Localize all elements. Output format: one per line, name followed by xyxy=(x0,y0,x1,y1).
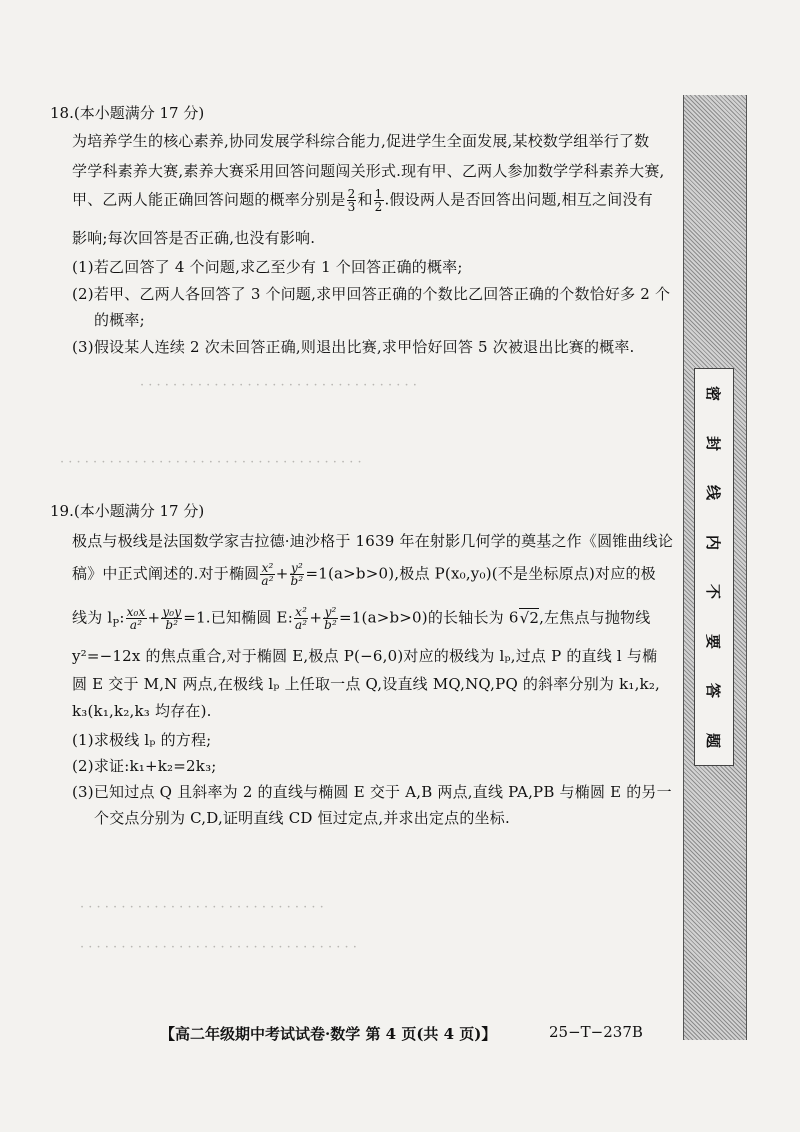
paper-code: 25−T−237B xyxy=(549,1023,643,1041)
seal-char: 封 xyxy=(704,435,723,451)
q19-line-4: y²=−12x 的焦点重合,对于椭圆 E,极点 P(−6,0)对应的极线为 lₚ,过点 P 的直线 l 与椭 xyxy=(72,647,658,665)
seal-char: 答 xyxy=(704,683,723,699)
fraction-y2-b2: $\frac{\text{y²}}{\text{b²}}$ xyxy=(290,561,304,588)
bleed-through-text: · · · · · · · · · · · · · · · · · · · · · · · · · · · · · · · · · · xyxy=(140,378,417,393)
bleed-through-text: · · · · · · · · · · · · · · · · · · · · · · · · · · · · · · · · · · xyxy=(80,940,357,955)
seal-warning-panel xyxy=(694,368,734,766)
q19-line-5: 圆 E 交于 M,N 两点,在极线 lₚ 上任取一点 Q,设直线 MQ,NQ,PQ 的斜率分别为 k₁,k₂, xyxy=(72,675,661,693)
bleed-through-text: · · · · · · · · · · · · · · · · · · · · · · · · · · · · · · xyxy=(80,900,324,915)
q18-line-3: 甲、乙两人能正确回答问题的概率分别是 $\frac{2}{3}$ 和 $\frac{1}{2}$ .假设两人是否回答出问题,相互之间没有 xyxy=(72,187,653,214)
q19-header: 19.(本小题满分 17 分) xyxy=(50,502,205,520)
q18-part-2-cont: 的概率; xyxy=(94,311,145,329)
q19-part-2: (2)求证:k₁+k₂=2k₃; xyxy=(72,757,217,775)
fraction-one-half: $\frac{1}{2}$ xyxy=(374,187,383,214)
fraction-x2-a2: $\frac{\text{x²}}{\text{a²}}$ xyxy=(261,561,274,588)
q19-line-2: 稿》中正式阐述的.对于椭圆 $\frac{\text{x²}}{\text{a²}}$ + $\frac{\text{y²}}{\text{b²}}$ =1(a>b>0),极点 P(x₀,y₀)(不是坐标原点)对应的极 xyxy=(72,561,656,588)
fraction-y2-b2-e: $\frac{\text{y²}}{\text{b²}}$ xyxy=(324,605,338,632)
seal-char: 内 xyxy=(704,534,723,550)
seal-char: 题 xyxy=(704,732,723,748)
q18-line-1: 为培养学生的核心素养,协同发展学科综合能力,促进学生全面发展,某校数学组举行了数 xyxy=(72,132,650,150)
q19-line-3: 线为 $l_P$: $\frac{\text{x₀x}}{\text{a²}}$ + $\frac{\text{y₀y}}{\text{b²}}$ =1.已知椭圆 E: $\frac{\text{x²}}{\text{a²}}$ + $\frac{\text{y²}}{\text{b²}}$ =1(a>b>0)的长轴长为 6√2,左焦点与抛物线 xyxy=(72,605,651,632)
seal-char: 线 xyxy=(704,485,723,501)
q19-part-3-cont: 个交点分别为 C,D,证明直线 CD 恒过定点,并求出定点的坐标. xyxy=(94,809,510,827)
seal-char: 要 xyxy=(704,633,723,649)
fraction-two-thirds: $\frac{2}{3}$ xyxy=(347,187,356,214)
q18-part-1: (1)若乙回答了 4 个问题,求乙至少有 1 个回答正确的概率; xyxy=(72,258,463,276)
fraction-x2-a2-e: $\frac{\text{x²}}{\text{a²}}$ xyxy=(294,605,308,632)
seal-char: 密 xyxy=(704,385,723,402)
fraction-x0x-a2: $\frac{\text{x₀x}}{\text{a²}}$ xyxy=(126,605,146,632)
q18-part-2: (2)若甲、乙两人各回答了 3 个问题,求甲回答正确的个数比乙回答正确的个数恰好多 2 个 xyxy=(72,285,671,303)
q19-part-3: (3)已知过点 Q 且斜率为 2 的直线与椭圆 E 交于 A,B 两点,直线 PA,PB 与椭圆 E 的另一 xyxy=(72,783,672,801)
seal-char: 不 xyxy=(704,584,723,600)
q18-line-2: 学学科素养大赛,素养大赛采用回答问题闯关形式.现有甲、乙两人参加数学学科素养大赛, xyxy=(72,162,665,180)
page-footer: 【高二年级期中考试试卷·数学 第 4 页(共 4 页)】 xyxy=(160,1025,497,1043)
sqrt-two: √2 xyxy=(519,608,540,627)
fraction-y0y-b2: $\frac{\text{y₀y}}{\text{b²}}$ xyxy=(162,605,182,632)
q18-line-4: 影响;每次回答是否正确,也没有影响. xyxy=(72,229,316,247)
q18-line-3-text: 甲、乙两人能正确回答问题的概率分别是 xyxy=(72,190,346,209)
q19-line-1: 极点与极线是法国数学家吉拉德·迪沙格于 1639 年在射影几何学的奠基之作《圆锥曲线论 xyxy=(72,532,674,550)
q18-header: 18.(本小题满分 17 分) xyxy=(50,104,205,122)
bleed-through-text: · · · · · · · · · · · · · · · · · · · · · · · · · · · · · · · · · · · · · xyxy=(60,455,362,470)
q18-part-3: (3)假设某人连续 2 次未回答正确,则退出比赛,求甲恰好回答 5 次被退出比赛的概率. xyxy=(72,338,635,356)
q19-line-6: k₃(k₁,k₂,k₃ 均存在). xyxy=(72,702,212,720)
q19-part-1: (1)求极线 lₚ 的方程; xyxy=(72,731,212,749)
